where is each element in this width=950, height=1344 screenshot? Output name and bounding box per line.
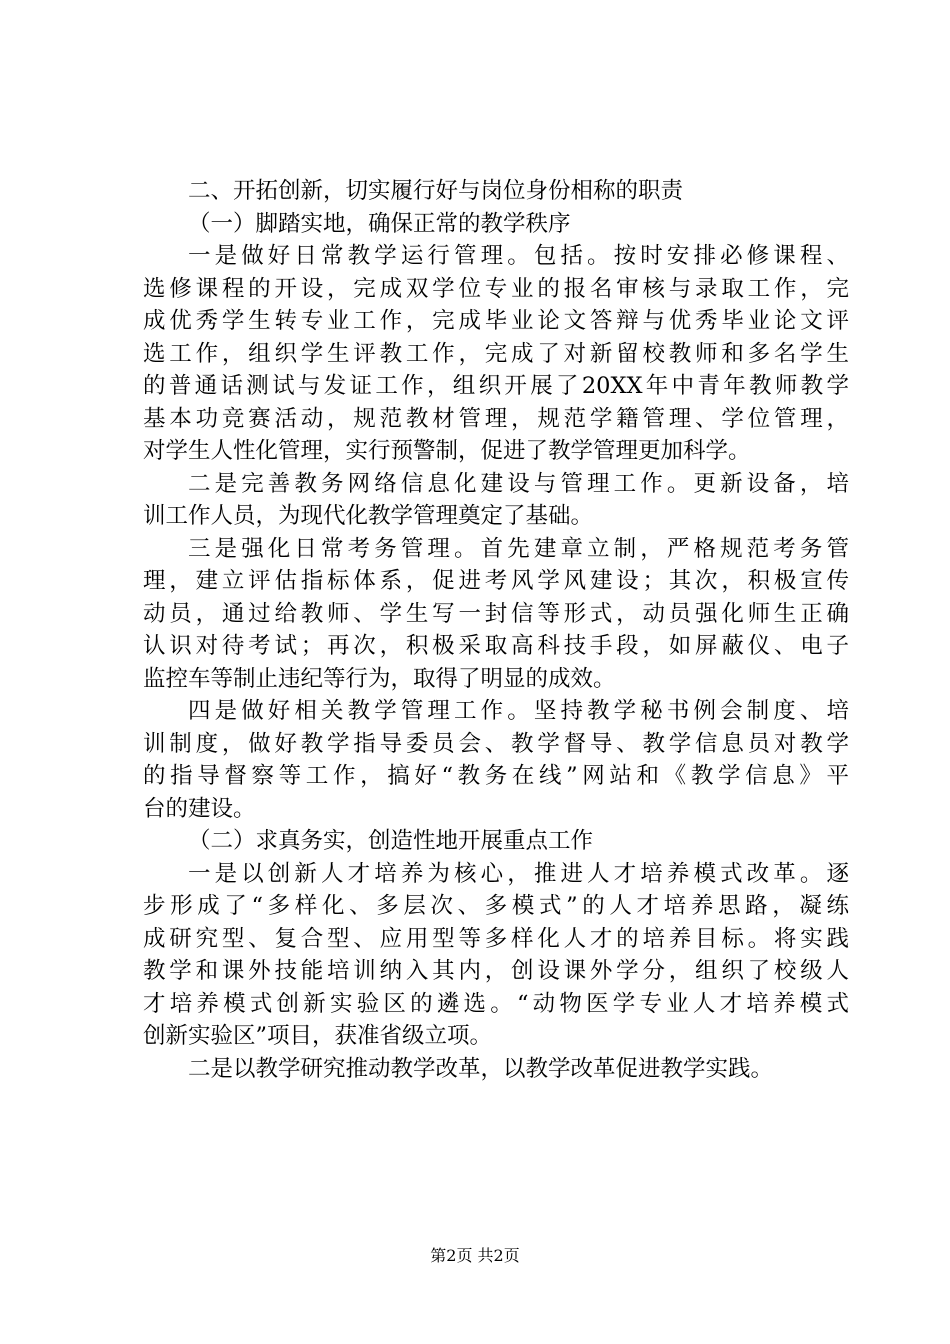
text-line: 成优秀学生转专业工作，完成毕业论文答辩与优秀毕业论文评 xyxy=(143,308,849,334)
text-line: 认识对待考试；再次，积极采取高科技手段，如屏蔽仪、电子 xyxy=(143,633,849,659)
page-footer: 第2页 共2页 xyxy=(430,1246,520,1265)
text-line: 步形成了“多样化、多层次、多模式”的人才培养思路，凝练 xyxy=(143,893,849,919)
text-line: 理，建立评估指标体系，促进考风学风建设；其次，积极宣传 xyxy=(143,568,849,594)
text-line: 选修课程的开设，完成双学位专业的报名审核与录取工作，完 xyxy=(143,275,849,302)
text-line: 的指导督察等工作，搞好“教务在线”网站和《教学信息》平 xyxy=(143,763,849,789)
text-line: 一是做好日常教学运行管理。包括。按时安排必修课程、 xyxy=(188,243,849,269)
document-body xyxy=(143,175,849,1085)
text-line: 创新实验区”项目，获准省级立项。 xyxy=(143,1023,493,1049)
text-line: 的普通话测试与发证工作，组织开展了20XX年中青年教师教学 xyxy=(143,373,849,399)
text-line: 动员，通过给教师、学生写一封信等形式，动员强化师生正确 xyxy=(143,600,849,627)
text-line: 训制度，做好教学指导委员会、教学督导、教学信息员对教学 xyxy=(143,730,849,757)
text-line: 监控车等制止违纪等行为，取得了明显的成效。 xyxy=(143,665,616,692)
text-line: 二是完善教务网络信息化建设与管理工作。更新设备，培 xyxy=(188,470,849,497)
text-line: 二是以教学研究推动教学改革，以教学改革促进教学实践。 xyxy=(188,1055,774,1082)
text-line: 教学和课外技能培训纳入其内，创设课外学分，组织了校级人 xyxy=(143,958,849,984)
text-line: （一）脚踏实地，确保正常的教学秩序 xyxy=(188,210,571,237)
text-line: 三是强化日常考务管理。首先建章立制，严格规范考务管 xyxy=(188,535,849,562)
text-line: 基本功竞赛活动，规范教材管理，规范学籍管理、学位管理， xyxy=(143,405,849,432)
text-line: 台的建设。 xyxy=(143,795,256,822)
text-line: 对学生人性化管理，实行预警制，促进了教学管理更加科学。 xyxy=(143,438,751,464)
text-line: 四是做好相关教学管理工作。坚持教学秘书例会制度、培 xyxy=(188,698,849,724)
text-line: 选工作，组织学生评教工作，完成了对新留校教师和多名学生 xyxy=(143,340,849,367)
text-line: 训工作人员，为现代化教学管理奠定了基础。 xyxy=(143,503,594,529)
text-line: 二、开拓创新，切实履行好与岗位身份相称的职责 xyxy=(188,178,684,204)
text-line: 成研究型、复合型、应用型等多样化人才的培养目标。将实践 xyxy=(143,925,849,952)
text-line: 一是以创新人才培养为核心，推进人才培养模式改革。逐 xyxy=(188,860,849,887)
text-line: （二）求真务实，创造性地开展重点工作 xyxy=(188,828,594,854)
text-line: 才培养模式创新实验区的遴选。“动物医学专业人才培养模式 xyxy=(143,990,849,1017)
